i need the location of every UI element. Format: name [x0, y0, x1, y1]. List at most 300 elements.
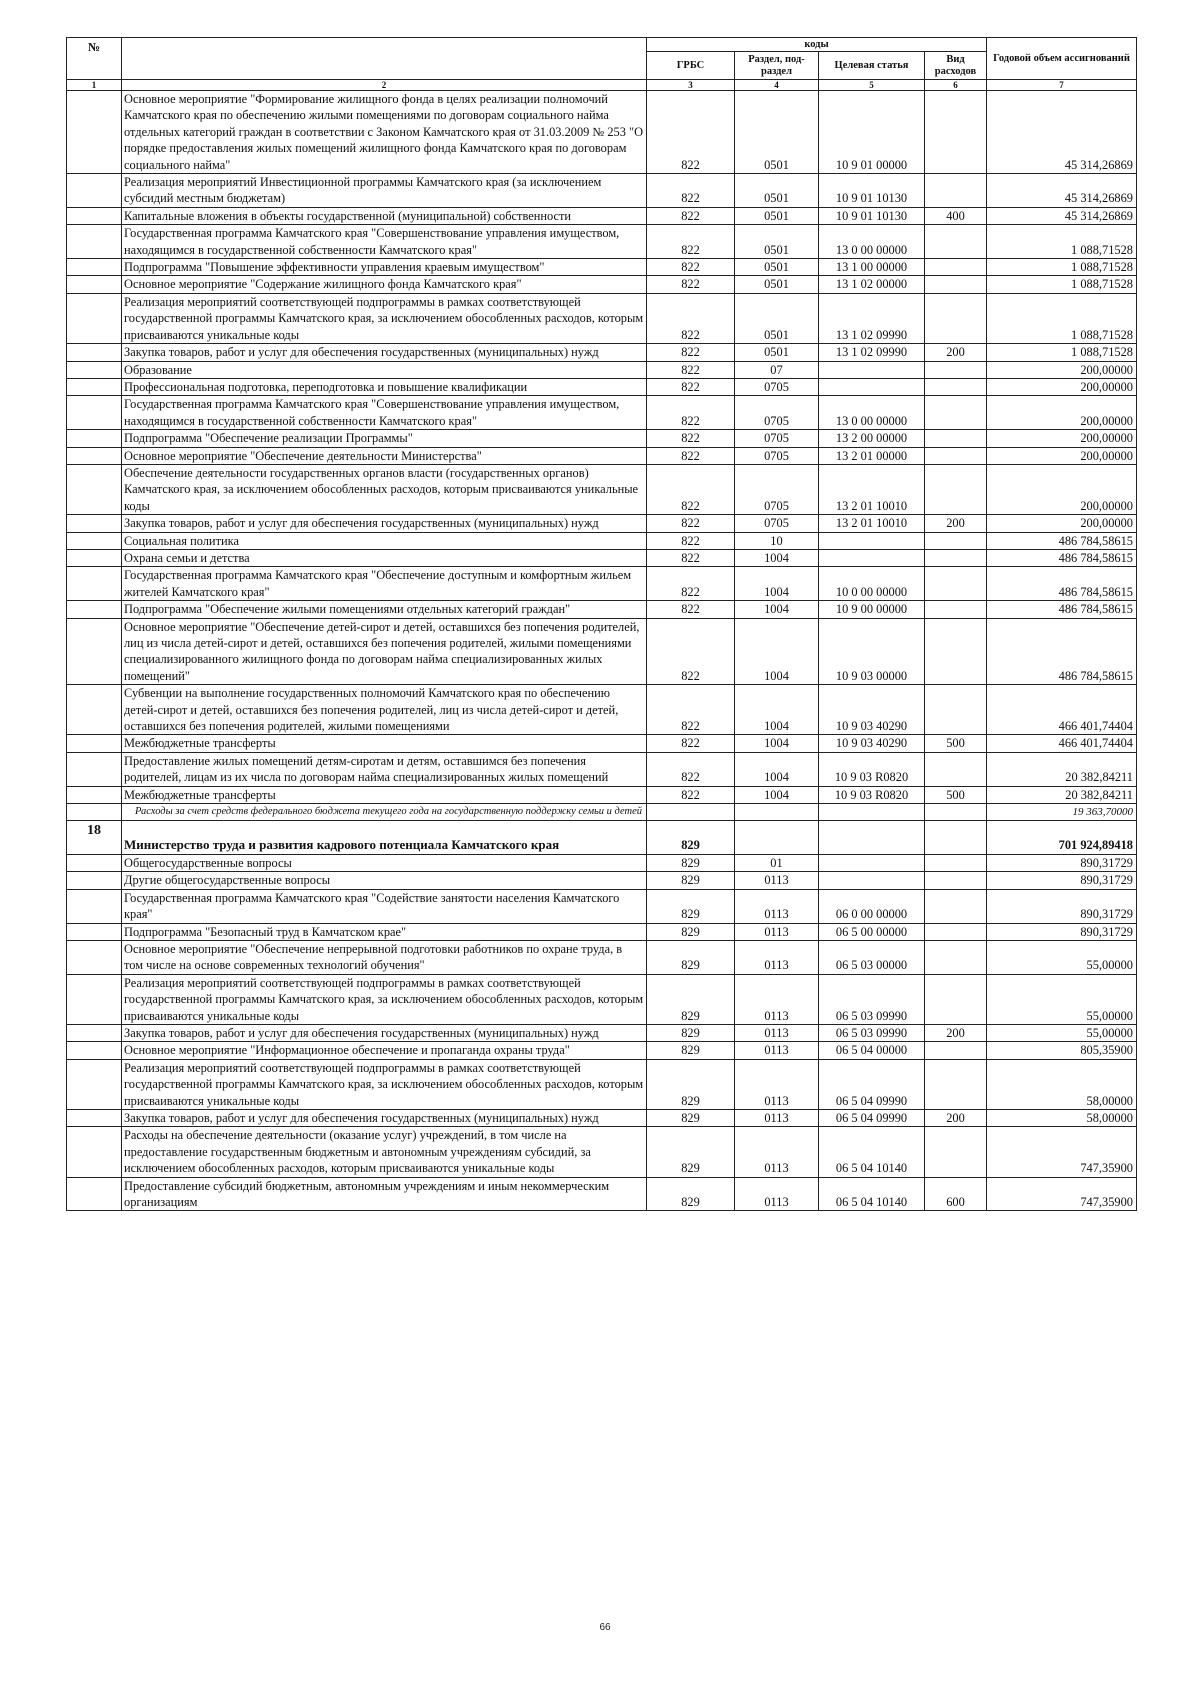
row-vid-raskhodov: [925, 174, 987, 208]
header-razdel: Раздел, под-раздел: [735, 52, 819, 80]
row-number: [67, 344, 122, 361]
row-tselevaya-statya: [819, 872, 925, 889]
row-razdel: 0501: [735, 91, 819, 174]
row-name: Подпрограмма "Повышение эффективности управления краевым имуществом": [122, 259, 647, 276]
row-razdel: 0113: [735, 1024, 819, 1041]
row-name: Подпрограмма "Обеспечение реализации Программы": [122, 430, 647, 447]
row-number: [67, 923, 122, 940]
row-razdel: 0705: [735, 464, 819, 514]
row-tselevaya-statya: [819, 378, 925, 395]
table-row: [67, 174, 1137, 208]
table-row: [67, 601, 1137, 618]
table-row: [67, 974, 1137, 1024]
row-razdel: 0113: [735, 889, 819, 923]
row-tselevaya-statya: 10 0 00 00000: [819, 567, 925, 601]
row-grbs: 829: [647, 1127, 735, 1177]
row-number: [67, 786, 122, 803]
column-numbers-row: [67, 80, 1137, 91]
row-number: [67, 225, 122, 259]
row-amount: 1 088,71528: [987, 344, 1137, 361]
row-amount: 1 088,71528: [987, 276, 1137, 293]
row-name: Охрана семьи и детства: [122, 549, 647, 566]
row-vid-raskhodov: 200: [925, 1109, 987, 1126]
row-number: [67, 618, 122, 685]
row-vid-raskhodov: 500: [925, 735, 987, 752]
row-grbs: 829: [647, 1059, 735, 1109]
row-grbs: 822: [647, 752, 735, 786]
row-tselevaya-statya: 06 5 04 10140: [819, 1127, 925, 1177]
row-grbs: 822: [647, 207, 735, 224]
row-amount: 1 088,71528: [987, 293, 1137, 343]
row-number: [67, 276, 122, 293]
row-amount: 747,35900: [987, 1127, 1137, 1177]
table-row: [67, 1042, 1137, 1059]
row-razdel: 0501: [735, 174, 819, 208]
row-vid-raskhodov: [925, 752, 987, 786]
row-tselevaya-statya: 10 9 01 00000: [819, 91, 925, 174]
table-row: [67, 447, 1137, 464]
row-name: Министерство труда и развития кадрового потенциала Камчатского края: [122, 821, 647, 854]
row-razdel: 0113: [735, 1042, 819, 1059]
row-vid-raskhodov: [925, 464, 987, 514]
row-name: Основное мероприятие "Информационное обеспечение и пропаганда охраны труда": [122, 1042, 647, 1059]
row-razdel: 10: [735, 532, 819, 549]
row-grbs: 822: [647, 276, 735, 293]
table-row: [67, 361, 1137, 378]
row-grbs: 829: [647, 1109, 735, 1126]
row-vid-raskhodov: [925, 378, 987, 395]
row-razdel: 0705: [735, 378, 819, 395]
row-vid-raskhodov: [925, 361, 987, 378]
row-razdel: 0113: [735, 1177, 819, 1211]
row-amount: 200,00000: [987, 378, 1137, 395]
federal-note-row: [67, 804, 1137, 821]
row-name: Закупка товаров, работ и услуг для обеспечения государственных (муниципальных) нужд: [122, 344, 647, 361]
row-name: Закупка товаров, работ и услуг для обеспечения государственных (муниципальных) нужд: [122, 515, 647, 532]
row-number: [67, 735, 122, 752]
row-razdel: 0705: [735, 515, 819, 532]
row-name: Подпрограмма "Безопасный труд в Камчатском крае": [122, 923, 647, 940]
row-name: Профессиональная подготовка, переподготовка и повышение квалификации: [122, 378, 647, 395]
row-amount: 20 382,84211: [987, 786, 1137, 803]
row-number: [67, 974, 122, 1024]
row-number: [67, 804, 122, 821]
row-grbs: 829: [647, 1177, 735, 1211]
table-row: [67, 735, 1137, 752]
row-tselevaya-statya: 13 1 00 00000: [819, 259, 925, 276]
row-vid-raskhodov: [925, 1042, 987, 1059]
col-number: 6: [925, 80, 987, 91]
row-tselevaya-statya: 10 9 00 00000: [819, 601, 925, 618]
row-amount: 200,00000: [987, 361, 1137, 378]
row-number: [67, 940, 122, 974]
row-amount: 200,00000: [987, 447, 1137, 464]
row-vid-raskhodov: [925, 685, 987, 735]
row-grbs: 822: [647, 430, 735, 447]
row-tselevaya-statya: 06 5 04 00000: [819, 1042, 925, 1059]
row-tselevaya-statya: 06 5 03 00000: [819, 940, 925, 974]
row-tselevaya-statya: 13 1 02 09990: [819, 293, 925, 343]
row-razdel: 07: [735, 361, 819, 378]
row-razdel: 1004: [735, 549, 819, 566]
row-grbs: [647, 804, 735, 821]
row-razdel: [735, 804, 819, 821]
row-vid-raskhodov: [925, 430, 987, 447]
table-row: [67, 378, 1137, 395]
row-number: [67, 889, 122, 923]
table-row: [67, 91, 1137, 174]
row-name: Предоставление субсидий бюджетным, автономным учреждениям и иным некоммерческим организациям: [122, 1177, 647, 1211]
col-number: 4: [735, 80, 819, 91]
row-grbs: 822: [647, 549, 735, 566]
row-vid-raskhodov: [925, 91, 987, 174]
table-row: [67, 567, 1137, 601]
row-amount: 486 784,58615: [987, 618, 1137, 685]
row-number: [67, 685, 122, 735]
row-vid-raskhodov: [925, 940, 987, 974]
table-row: [67, 549, 1137, 566]
row-grbs: 829: [647, 821, 735, 854]
row-tselevaya-statya: 10 9 03 00000: [819, 618, 925, 685]
row-name: Расходы за счет средств федерального бюджета текущего года на государственную поддержку семьи и детей: [122, 804, 647, 821]
table-row: [67, 685, 1137, 735]
row-tselevaya-statya: 13 2 01 00000: [819, 447, 925, 464]
row-razdel: 1004: [735, 618, 819, 685]
row-razdel: 0705: [735, 447, 819, 464]
row-amount: 55,00000: [987, 974, 1137, 1024]
row-tselevaya-statya: 06 0 00 00000: [819, 889, 925, 923]
row-grbs: 822: [647, 293, 735, 343]
row-tselevaya-statya: 13 2 01 10010: [819, 464, 925, 514]
table-row: [67, 207, 1137, 224]
row-grbs: 822: [647, 532, 735, 549]
row-amount: 1 088,71528: [987, 259, 1137, 276]
row-name: Реализация мероприятий соответствующей подпрограммы в рамках соответствующей государственной программы Камчатского края, за исключением обособленных расходов, которым присваиваются уникальные коды: [122, 974, 647, 1024]
table-row: [67, 1109, 1137, 1126]
row-amount: 55,00000: [987, 1024, 1137, 1041]
row-amount: 701 924,89418: [987, 821, 1137, 854]
row-amount: 890,31729: [987, 872, 1137, 889]
row-tselevaya-statya: 10 9 03 R0820: [819, 786, 925, 803]
row-tselevaya-statya: 06 5 00 00000: [819, 923, 925, 940]
row-amount: 805,35900: [987, 1042, 1137, 1059]
row-name: Межбюджетные трансферты: [122, 786, 647, 803]
row-name: Основное мероприятие "Обеспечение непрерывной подготовки работников по охране труда, в том числе на основе современных технологий обучения": [122, 940, 647, 974]
row-amount: 200,00000: [987, 430, 1137, 447]
row-name: Другие общегосударственные вопросы: [122, 872, 647, 889]
row-razdel: 0113: [735, 923, 819, 940]
row-number: [67, 1024, 122, 1041]
table-row: [67, 532, 1137, 549]
row-amount: 486 784,58615: [987, 601, 1137, 618]
row-razdel: 0113: [735, 1127, 819, 1177]
row-number: [67, 532, 122, 549]
row-name: Предоставление жилых помещений детям-сиротам и детям, оставшимся без попечения родителей, лицам из их числа по договорам найма специализированных жилых помещений: [122, 752, 647, 786]
row-amount: 1 088,71528: [987, 225, 1137, 259]
row-number: 18: [67, 821, 122, 854]
row-number: [67, 854, 122, 871]
row-amount: 45 314,26869: [987, 174, 1137, 208]
row-name: Государственная программа Камчатского края "Совершенствование управления имуществом, находящимся в государственной собственности Камчатского края": [122, 225, 647, 259]
row-vid-raskhodov: [925, 974, 987, 1024]
table-row: [67, 515, 1137, 532]
table-row: [67, 786, 1137, 803]
table-row: [67, 1059, 1137, 1109]
row-razdel: 0113: [735, 940, 819, 974]
row-number: [67, 1109, 122, 1126]
header-num: №: [67, 38, 122, 80]
row-vid-raskhodov: [925, 225, 987, 259]
row-amount: 58,00000: [987, 1109, 1137, 1126]
row-amount: 20 382,84211: [987, 752, 1137, 786]
row-razdel: [735, 821, 819, 854]
row-name: Основное мероприятие "Содержание жилищного фонда Камчатского края": [122, 276, 647, 293]
row-vid-raskhodov: [925, 567, 987, 601]
table-row: [67, 752, 1137, 786]
row-vid-raskhodov: [925, 549, 987, 566]
row-razdel: 0501: [735, 276, 819, 293]
row-vid-raskhodov: [925, 447, 987, 464]
row-number: [67, 430, 122, 447]
row-grbs: 822: [647, 91, 735, 174]
row-vid-raskhodov: 200: [925, 515, 987, 532]
col-number: 2: [122, 80, 647, 91]
row-vid-raskhodov: 500: [925, 786, 987, 803]
row-number: [67, 91, 122, 174]
row-name: Государственная программа Камчатского края "Обеспечение доступным и комфортным жильем жителей Камчатского края": [122, 567, 647, 601]
row-amount: 890,31729: [987, 854, 1137, 871]
row-name: Реализация мероприятий соответствующей подпрограммы в рамках соответствующей государственной программы Камчатского края, за исключением обособленных расходов, которым присваиваются уникальные коды: [122, 293, 647, 343]
row-tselevaya-statya: 10 9 01 10130: [819, 207, 925, 224]
row-number: [67, 752, 122, 786]
row-razdel: 0113: [735, 1109, 819, 1126]
header-codes: коды: [647, 38, 987, 52]
row-amount: 890,31729: [987, 923, 1137, 940]
table-row: [67, 293, 1137, 343]
row-tselevaya-statya: 10 9 01 10130: [819, 174, 925, 208]
row-vid-raskhodov: [925, 293, 987, 343]
row-vid-raskhodov: [925, 923, 987, 940]
row-tselevaya-statya: 13 1 02 09990: [819, 344, 925, 361]
row-amount: 486 784,58615: [987, 532, 1137, 549]
header-blank: [122, 38, 647, 80]
row-number: [67, 447, 122, 464]
row-razdel: 0501: [735, 225, 819, 259]
row-razdel: 0113: [735, 872, 819, 889]
row-number: [67, 515, 122, 532]
row-vid-raskhodov: [925, 804, 987, 821]
col-number: 3: [647, 80, 735, 91]
col-number: 1: [67, 80, 122, 91]
row-razdel: 0501: [735, 207, 819, 224]
row-number: [67, 207, 122, 224]
row-amount: 890,31729: [987, 889, 1137, 923]
row-name: Реализация мероприятий соответствующей подпрограммы в рамках соответствующей государственной программы Камчатского края, за исключением обособленных расходов, которым присваиваются уникальные коды: [122, 1059, 647, 1109]
row-grbs: 829: [647, 923, 735, 940]
row-tselevaya-statya: 13 2 01 10010: [819, 515, 925, 532]
header-tselevaya: Целевая статья: [819, 52, 925, 80]
row-tselevaya-statya: 13 0 00 00000: [819, 225, 925, 259]
table-body: [67, 91, 1137, 1211]
row-razdel: 1004: [735, 735, 819, 752]
row-vid-raskhodov: 600: [925, 1177, 987, 1211]
row-name: Социальная политика: [122, 532, 647, 549]
row-number: [67, 378, 122, 395]
row-tselevaya-statya: [819, 821, 925, 854]
table-row: [67, 464, 1137, 514]
header-vid: Вид расходов: [925, 52, 987, 80]
row-tselevaya-statya: 13 2 00 00000: [819, 430, 925, 447]
row-tselevaya-statya: 06 5 04 10140: [819, 1177, 925, 1211]
row-number: [67, 361, 122, 378]
row-grbs: 822: [647, 618, 735, 685]
row-vid-raskhodov: [925, 889, 987, 923]
row-grbs: 822: [647, 567, 735, 601]
table-row: [67, 1177, 1137, 1211]
table-row: [67, 1024, 1137, 1041]
row-amount: 55,00000: [987, 940, 1137, 974]
row-name: Закупка товаров, работ и услуг для обеспечения государственных (муниципальных) нужд: [122, 1024, 647, 1041]
row-name: Капитальные вложения в объекты государственной (муниципальной) собственности: [122, 207, 647, 224]
row-grbs: 829: [647, 1042, 735, 1059]
row-razdel: 1004: [735, 601, 819, 618]
row-name: Основное мероприятие "Обеспечение деятельности Министерства": [122, 447, 647, 464]
row-name: Закупка товаров, работ и услуг для обеспечения государственных (муниципальных) нужд: [122, 1109, 647, 1126]
row-name: Государственная программа Камчатского края "Содействие занятости населения Камчатского края": [122, 889, 647, 923]
table-row: [67, 618, 1137, 685]
budget-table: [66, 37, 1137, 1211]
row-amount: 747,35900: [987, 1177, 1137, 1211]
row-tselevaya-statya: [819, 549, 925, 566]
row-amount: 486 784,58615: [987, 549, 1137, 566]
table-row: [67, 889, 1137, 923]
row-amount: 466 401,74404: [987, 735, 1137, 752]
row-grbs: 829: [647, 854, 735, 871]
row-tselevaya-statya: 13 1 02 00000: [819, 276, 925, 293]
row-number: [67, 1127, 122, 1177]
row-number: [67, 174, 122, 208]
row-number: [67, 259, 122, 276]
table-row: [67, 940, 1137, 974]
row-vid-raskhodov: [925, 601, 987, 618]
row-name: Расходы на обеспечение деятельности (оказание услуг) учреждений, в том числе на предоставление государственным бюджетным и автономным учреждениям субсидий, за исключением обособленных расходов, которым присваиваются уникальные коды: [122, 1127, 647, 1177]
row-amount: 19 363,70000: [987, 804, 1137, 821]
table-row: [67, 225, 1137, 259]
row-grbs: 822: [647, 225, 735, 259]
col-number: 7: [987, 80, 1137, 91]
row-tselevaya-statya: 13 0 00 00000: [819, 396, 925, 430]
table-row: [67, 276, 1137, 293]
row-tselevaya-statya: [819, 361, 925, 378]
row-razdel: 0501: [735, 344, 819, 361]
row-number: [67, 1042, 122, 1059]
row-grbs: 822: [647, 259, 735, 276]
row-tselevaya-statya: [819, 532, 925, 549]
row-razdel: 1004: [735, 752, 819, 786]
row-name: Основное мероприятие "Формирование жилищного фонда в целях реализации полномочий Камчатского края по обеспечению жилыми помещениями по договорам социального найма отдельных категорий граждан в соответствии с Законом Камчатского края от 31.03.2009 № 253 "О порядке предоставления жилых помещений жилищного фонда Камчатского края по договорам социального найма": [122, 91, 647, 174]
row-razdel: 1004: [735, 685, 819, 735]
row-razdel: 1004: [735, 786, 819, 803]
row-amount: 58,00000: [987, 1059, 1137, 1109]
row-grbs: 822: [647, 344, 735, 361]
row-vid-raskhodov: [925, 532, 987, 549]
row-amount: 45 314,26869: [987, 207, 1137, 224]
row-razdel: 0501: [735, 259, 819, 276]
row-vid-raskhodov: [925, 618, 987, 685]
table-row: [67, 430, 1137, 447]
row-number: [67, 549, 122, 566]
row-razdel: 0705: [735, 430, 819, 447]
table-row: [67, 1127, 1137, 1177]
row-grbs: 822: [647, 378, 735, 395]
col-number: 5: [819, 80, 925, 91]
row-tselevaya-statya: 10 9 03 40290: [819, 685, 925, 735]
row-grbs: 822: [647, 361, 735, 378]
row-grbs: 822: [647, 735, 735, 752]
table-header: [67, 38, 1137, 91]
row-tselevaya-statya: [819, 804, 925, 821]
row-name: Общегосударственные вопросы: [122, 854, 647, 871]
row-name: Межбюджетные трансферты: [122, 735, 647, 752]
row-vid-raskhodov: [925, 1059, 987, 1109]
row-tselevaya-statya: 06 5 04 09990: [819, 1059, 925, 1109]
row-number: [67, 1059, 122, 1109]
row-vid-raskhodov: 400: [925, 207, 987, 224]
row-razdel: 1004: [735, 567, 819, 601]
row-razdel: 0113: [735, 1059, 819, 1109]
row-amount: 466 401,74404: [987, 685, 1137, 735]
row-tselevaya-statya: 06 5 03 09990: [819, 1024, 925, 1041]
budget-table-page: [66, 37, 1136, 1211]
row-number: [67, 872, 122, 889]
row-grbs: 822: [647, 601, 735, 618]
row-grbs: 829: [647, 889, 735, 923]
row-amount: 200,00000: [987, 396, 1137, 430]
table-row: [67, 344, 1137, 361]
header-grbs: ГРБС: [647, 52, 735, 80]
row-name: Субвенции на выполнение государственных полномочий Камчатского края по обеспечению детей-сирот и детей, оставшихся без попечения родителей, лиц из числа детей-сирот и детей, оставшихся без попечения родителей, жилыми помещениями: [122, 685, 647, 735]
row-grbs: 822: [647, 174, 735, 208]
row-number: [67, 293, 122, 343]
row-amount: 486 784,58615: [987, 567, 1137, 601]
table-row: [67, 854, 1137, 871]
row-razdel: 0501: [735, 293, 819, 343]
header-godovoy: Годовой объем ассигнований: [987, 38, 1137, 80]
row-number: [67, 464, 122, 514]
row-vid-raskhodov: [925, 854, 987, 871]
row-tselevaya-statya: 10 9 03 R0820: [819, 752, 925, 786]
row-vid-raskhodov: 200: [925, 1024, 987, 1041]
table-row: [67, 259, 1137, 276]
row-grbs: 829: [647, 940, 735, 974]
row-grbs: 829: [647, 1024, 735, 1041]
row-vid-raskhodov: [925, 259, 987, 276]
row-vid-raskhodov: [925, 821, 987, 854]
row-vid-raskhodov: 200: [925, 344, 987, 361]
row-tselevaya-statya: 06 5 03 09990: [819, 974, 925, 1024]
row-grbs: 822: [647, 447, 735, 464]
ministry-row: [67, 821, 1137, 854]
table-row: [67, 923, 1137, 940]
row-grbs: 829: [647, 872, 735, 889]
row-name: Государственная программа Камчатского края "Совершенствование управления имуществом, находящимся в государственной собственности Камчатского края": [122, 396, 647, 430]
table-row: [67, 396, 1137, 430]
row-grbs: 822: [647, 396, 735, 430]
row-razdel: 01: [735, 854, 819, 871]
row-amount: 200,00000: [987, 464, 1137, 514]
row-tselevaya-statya: 06 5 04 09990: [819, 1109, 925, 1126]
page-number: 66: [599, 1622, 611, 1633]
